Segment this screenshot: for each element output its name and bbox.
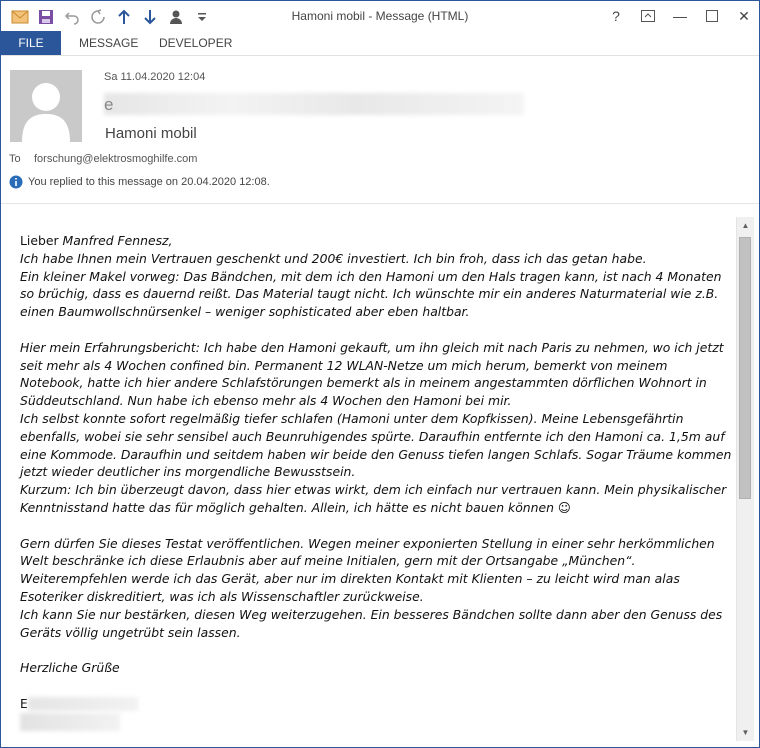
window-title: Hamoni mobil - Message (HTML) [291,9,469,23]
scroll-thumb[interactable] [739,237,751,499]
greeting-name: Manfred Fennesz, [62,233,173,248]
body-paragraph: Ein kleiner Makel vorweg: Das Bändchen, mit dem ich den Hamoni um den Hals tragen kann, ist nach 4 Monaten so brüchig, dass es dauernd reißt. Das Material taugt nicht. Ich wünschte mir ein anderes Naturmaterial wie z.B. einen Baumwollschnürsenkel – weniger sophisticated aber eben haltbar. [20,268,722,320]
body-paragraph: Hier mein Erfahrungsbericht: Ich habe den Hamoni gekauft, um ihn gleich mit nach Paris zu nehmen, wo ich jetzt seit mehr als 4 Wochen confined bin. Permanent 12 WLAN-Netze um mich herum, bemerkt von meinem Notebook, hatte ich hier andere Schlafstörungen bemerkt als in meinem angestammten dörflichen Wohnort in Süddeutschland. Nun habe ich ebenso mehr als 4 Wochen den Hamoni bei mir. [20,339,724,409]
reply-info-text: You replied to this message on 20.04.2020 12:08. [28,176,270,188]
message-header [1,55,759,205]
scroll-up-button[interactable]: ▲ [737,217,754,234]
close-button[interactable]: ✕ [738,7,750,24]
body-paragraph: Kurzum: Ich bin überzeugt davon, dass hier etwas wirkt, dem ich einfach nur vertrauen kann. Mein physikalischer Kenntnisstand hatte das für möglich gehalten. Allein, ich hätte es nicht bauen können ☺ [20,482,727,515]
ribbon-tabs [1,31,759,56]
person-placeholder-icon [10,70,82,142]
to-label: To [9,153,21,165]
greeting-prefix: Lieber [20,233,63,248]
body-paragraph: Gern dürfen Sie dieses Testat veröffentlichen. Wegen meiner exponierten Stellung in einer sehr herkömmlichen Welt beschränke ich diese Erlaubnis aber auf meine Initialen, gern mit der Ortsangabe „München“. [20,535,715,569]
help-button[interactable]: ? [612,8,620,24]
body-paragraph: Ich habe Ihnen mein Vertrauen geschenkt und 200€ investiert. Ich bin froh, dass ich das getan habe. [20,250,647,266]
body-paragraph: Ich selbst konnte sofort regelmäßig tiefer schlafen (Hamoni unter dem Kopfkissen). Meine Lebensgefährtin ebenfalls, wobei sie sehr sensibel auch Beunruhigendes spürte. Daraufhin entfernte ich den Hamoni ca. 1,5m auf eine Kommode. Daraufhin und seitdem haben wir beide den Genuss tiefen langen Schlafs. Sogar Träume kommen jetzt wieder deutlicher ins morgendliche Bewusstsein. [20,410,732,480]
minimize-button[interactable]: — [673,8,687,24]
window-controls [607,6,753,26]
sent-date: Sa 11.04.2020 12:04 [104,71,206,83]
info-icon [9,175,23,189]
signature-line-redacted [20,713,120,731]
to-recipient[interactable]: forschung@elektrosmoghilfe.com [34,153,198,165]
greeting [20,232,732,250]
body-paragraph: Ich kann Sie nur bestärken, diesen Weg weiterzugehen. Ein besseres Bändchen sollte dann aber den Genuss des Geräts völlig ungetrübt sein lassen. [20,606,723,640]
body-paragraph: Weiterempfehlen werde ich das Gerät, aber nur im direkten Kontakt mit Klienten – zu leicht wird man alas Esoteriker diskreditiert, was ich als Wissenschaftler zurückweise. [20,571,680,604]
signature-name-redacted [28,697,138,711]
tab-developer[interactable]: DEVELOPER [159,36,233,50]
message-body[interactable] [2,217,737,741]
tab-file[interactable]: FILE [1,31,61,55]
message-text [20,232,732,731]
signature-initial: E [20,695,28,711]
title-bar [1,1,759,31]
header-divider [1,203,759,204]
reply-info-bar[interactable] [9,175,270,189]
scroll-down-button[interactable]: ▼ [737,724,754,741]
subject: Hamoni mobil [105,125,197,142]
closing: Herzliche Grüße [20,660,120,676]
tab-message[interactable]: MESSAGE [79,36,139,50]
sender-initial: e [104,95,114,114]
signature [20,695,732,713]
sender-address-redacted [104,93,524,115]
avatar [10,70,82,142]
vertical-scrollbar[interactable] [736,217,754,741]
ribbon-display-options-icon[interactable] [639,6,657,26]
restore-icon[interactable] [703,6,721,26]
